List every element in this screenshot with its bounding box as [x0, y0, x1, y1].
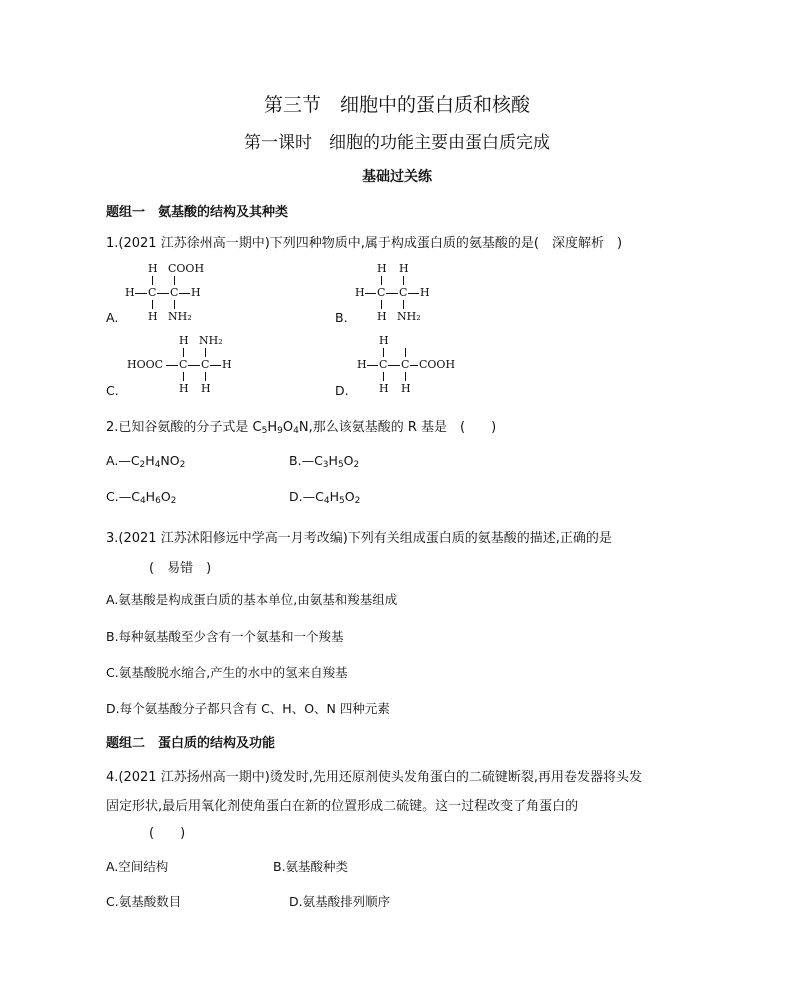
atom: H [179, 334, 189, 347]
bond [381, 276, 382, 285]
atom: HOOC [127, 358, 164, 371]
option-a[interactable]: $A.—C_2H_4NO_2$ [106, 453, 186, 470]
bond [381, 300, 382, 309]
bond [408, 293, 419, 294]
atom: COOH [419, 358, 456, 371]
bond [383, 372, 384, 381]
bond [174, 276, 175, 285]
atom: C [379, 358, 388, 371]
option-b[interactable]: $B.—C_3H_5O_2$ [289, 453, 360, 470]
bond [152, 300, 153, 309]
atom: H [401, 382, 411, 395]
atom: C [377, 286, 386, 299]
option-b[interactable]: B.氨基酸种类 [273, 859, 349, 874]
molecular-formula: $C_5H_9O_4N$ [252, 420, 309, 436]
bond [152, 276, 153, 285]
atom: C [401, 358, 410, 371]
atom: C [201, 358, 210, 371]
atom: H [379, 334, 389, 347]
bond [205, 348, 206, 357]
atom: NH₂ [199, 334, 223, 347]
stem-prefix: 2.已知谷氨酸的分子式是 [106, 420, 253, 435]
option-label: C. [106, 383, 119, 398]
bond [210, 365, 221, 366]
option-c[interactable]: $C.—C_4H_6O_2$ [106, 489, 177, 506]
bond [174, 300, 175, 309]
atom: C [399, 286, 408, 299]
atom: H [125, 286, 135, 299]
atom: H [355, 286, 365, 299]
question-stem-line1: 4.(2021 江苏扬州高一期中)烫发时,先用还原剂使头发角蛋白的二硫键断裂,再用卷发器将头发 [106, 770, 643, 785]
atom: H [191, 286, 201, 299]
option-a[interactable]: A.氨基酸是构成蛋白质的基本单位,由氨基和羧基组成 [106, 592, 398, 607]
option-d[interactable]: $D.—C_4H_5O_2$ [289, 489, 361, 506]
atom: COOH [168, 262, 205, 275]
lesson-subtitle: 第一课时 细胞的功能主要由蛋白质完成 [244, 133, 550, 153]
option-label: B. [335, 310, 348, 325]
group-heading: 题组二 蛋白质的结构及功能 [106, 736, 276, 751]
bond [135, 293, 147, 294]
option-c[interactable]: C.氨基酸数目 [106, 894, 182, 909]
question-stem [106, 416, 496, 436]
question-stem-line2: 固定形状,最后用氧化剂使角蛋白在新的位置形成二硫键。这一过程改变了角蛋白的 [106, 799, 579, 814]
option-a[interactable]: A.空间结构 [106, 859, 169, 874]
stem-suffix: ,那么该氨基酸的 R 基是 ( ) [308, 420, 497, 435]
bond [183, 372, 184, 381]
question-stem: 1.(2021 江苏徐州高一期中)下列四种物质中,属于构成蛋白质的氨基酸的是( 深度解析 ) [106, 236, 623, 251]
bond [388, 365, 400, 366]
atom: H [222, 358, 232, 371]
atom: H [357, 358, 367, 371]
atom: H [399, 262, 409, 275]
atom: H [377, 262, 387, 275]
atom: H [148, 262, 158, 275]
atom: NH₂ [168, 310, 192, 323]
group-heading: 题组一 氨基酸的结构及其种类 [106, 205, 289, 220]
option-label: A. [106, 310, 119, 325]
atom: C [170, 286, 179, 299]
bond [183, 348, 184, 357]
bond [188, 365, 200, 366]
bond [166, 365, 178, 366]
atom: H [201, 382, 211, 395]
atom: C [148, 286, 157, 299]
option-d[interactable]: D.氨基酸排列顺序 [289, 894, 391, 909]
page-title: 第三节 细胞中的蛋白质和核酸 [263, 94, 530, 116]
bond [386, 293, 398, 294]
bond [403, 276, 404, 285]
bond [205, 372, 206, 381]
bond [403, 300, 404, 309]
option-b[interactable]: B.每种氨基酸至少含有一个氨基和一个羧基 [106, 629, 344, 644]
bond [365, 293, 376, 294]
option-label: D. [335, 383, 349, 398]
bond [157, 293, 169, 294]
bond [410, 365, 418, 366]
question-tag: ( 易错 ) [149, 561, 212, 576]
question-stem: 3.(2021 江苏沭阳修远中学高一月考改编)下列有关组成蛋白质的氨基酸的描述,正确的是 [106, 531, 612, 546]
bond [383, 348, 384, 357]
atom: H [420, 286, 430, 299]
atom: NH₂ [397, 310, 421, 323]
bond [405, 372, 406, 381]
section-heading: 基础过关练 [362, 169, 432, 185]
bond [179, 293, 190, 294]
option-d[interactable]: D.每个氨基酸分子都只含有 C、H、O、N 四种元素 [106, 701, 390, 716]
atom: C [179, 358, 188, 371]
bond [367, 365, 378, 366]
atom: H [148, 310, 158, 323]
atom: H [379, 382, 389, 395]
answer-blank: ( ) [149, 826, 186, 841]
option-c[interactable]: C.氨基酸脱水缩合,产生的水中的氢来自羧基 [106, 665, 348, 680]
atom: H [377, 310, 387, 323]
bond [405, 348, 406, 357]
atom: H [179, 382, 189, 395]
